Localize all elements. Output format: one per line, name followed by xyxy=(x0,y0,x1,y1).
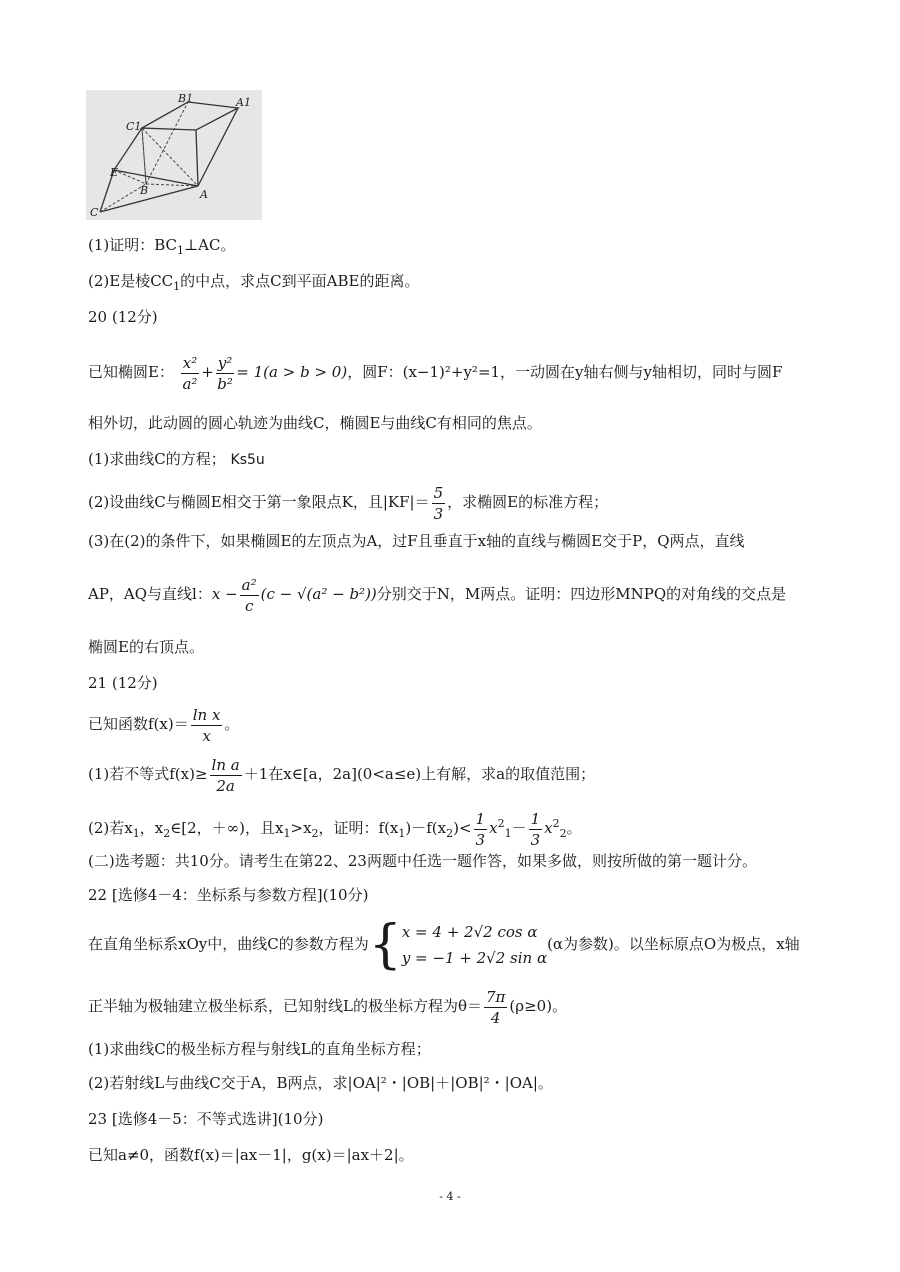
q20-intro-cont: 相外切，此动圆的圆心轨迹为曲线C，椭圆E与曲线C有相同的焦点。 xyxy=(88,414,542,432)
q20-part2: (2)设曲线C与椭圆E相交于第一象限点K，且|KF|＝ $\frac{5}{3}$ ，求椭圆E的标准方程； xyxy=(88,483,609,523)
q20-part3-end: 椭圆E的右顶点。 xyxy=(88,638,204,656)
q21-part1: (1)若不等式f(x)≥ $\frac{\text{ln a}}{2a}$ ＋1在x∈[a，2a](0<a≤e)上有解，求a的取值范围； xyxy=(88,755,596,795)
q22-eq1: x = 4 + 2√2 cos α xyxy=(401,923,538,941)
q23-intro: 已知a≠0，函数f(x)＝|ax－1|，g(x)＝|ax＋2|。 xyxy=(88,1146,414,1164)
label-e: E xyxy=(110,166,119,179)
label-a: A xyxy=(200,188,208,201)
q21-intro: 已知函数f(x)＝ $\frac{\text{ln x}}{x}$ 。 xyxy=(88,705,240,745)
q22-line2: 正半轴为极轴建立极坐标系，已知射线L的极坐标方程为θ＝ $\frac{7\pi}{4}$ (ρ≥0)。 xyxy=(88,987,568,1027)
q20-part1: (1)求曲线C的方程； Ks5u xyxy=(88,450,265,468)
q20-intro: 已知椭圆E： $\frac{\text{x²}}{\text{a²}}$ + $\frac{\text{y²}}{\text{b²}}$ = 1(a > b > 0)，圆F：(x−1)²+y²=1，一动圆在y轴右侧与y轴相切，同时与圆F xyxy=(88,353,783,393)
q20-heading: 20 (12分) xyxy=(88,308,158,326)
label-a1: A1 xyxy=(236,96,251,109)
q22-eq2: y = −1 + 2√2 sin α xyxy=(401,949,548,967)
q22-intro: 在直角坐标系xOy中，曲线C的参数方程为{x = 4 + 2√2 cos α y = −1 + 2√2 sin α(α为参数)。以坐标原点O为极点，x轴 xyxy=(88,915,800,975)
q19-part2: (2)E是棱$CC_1$的中点，求点C到平面ABE的距离。 xyxy=(88,272,420,293)
label-c: C xyxy=(90,206,99,219)
q21-heading: 21 (12分) xyxy=(88,674,158,692)
q19-part1: (1)证明：$BC_1\perp AC$。 xyxy=(88,236,236,257)
label-b: B xyxy=(140,184,149,197)
q20-part3: (3)在(2)的条件下，如果椭圆E的左顶点为A，过F且垂直于x轴的直线与椭圆E交于P，Q两点，直线 xyxy=(88,532,745,550)
q20-part3-line: AP，AQ与直线l：x − $\frac{\text{a²}}{c}$ (c − √(a² − b²))分别交于N，M两点。证明：四边形MNPQ的对角线的交点是 xyxy=(88,575,787,615)
q23-heading: 23 [选修4－5：不等式选讲](10分) xyxy=(88,1110,324,1128)
prism-figure xyxy=(86,90,262,220)
label-c1: C1 xyxy=(126,120,142,133)
q22-part2: (2)若射线L与曲线C交于A，B两点，求|OA|²・|OB|＋|OB|²・|OA|。 xyxy=(88,1074,553,1092)
elective-instructions: (二)选考题：共10分。请考生在第22、23两题中任选一题作答，如果多做，则按所做的第一题计分。 xyxy=(88,852,757,870)
q21-part2: (2)若$x_1$，$x_2\in[2$，＋∞)，且$x_1>x_2$，证明：$f(x_1)-f(x_2)<$ $\frac{1}{3}$ $x^2_1-$ $\frac{1}{3}$ $x^2_2$。 xyxy=(88,809,582,849)
q22-part1: (1)求曲线C的极坐标方程与射线L的直角坐标方程； xyxy=(88,1040,431,1058)
q22-heading: 22 [选修4－4：坐标系与参数方程](10分) xyxy=(88,886,369,904)
label-b1: B1 xyxy=(178,92,194,105)
page-number: - 4 - xyxy=(439,1190,461,1203)
